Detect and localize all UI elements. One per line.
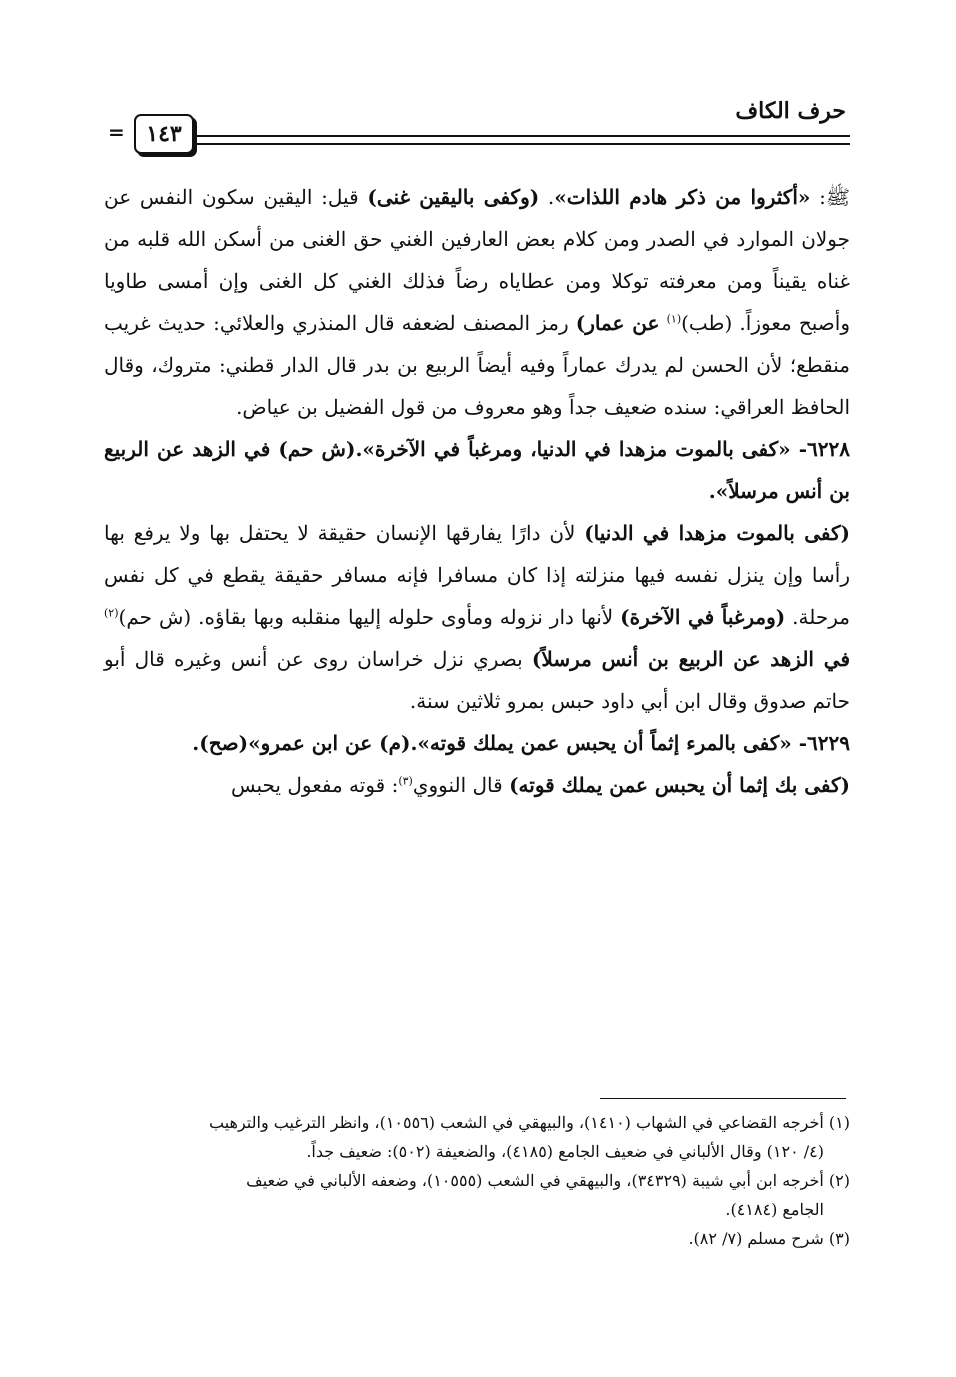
text-run: لأنها دار نزوله ومأوى حلوله إليها منقلبه وبها بقاؤه. (ش حم) xyxy=(118,605,621,629)
header-rule-top xyxy=(195,135,850,137)
text-run-bold: (كفى بالموت مزهدا في الدنيا) xyxy=(584,521,850,545)
text-run: ﷺ: xyxy=(810,185,850,209)
text-run: . xyxy=(539,185,555,209)
text-run-bold: في الزهد عن الربيع بن أنس مرسلاً) xyxy=(531,647,851,671)
hadith-6228: ٦٢٢٨- «كفى بالموت مزهدا في الدنيا، ومرغباً في الآخرة».(ش حم) في الزهد عن الربيع بن أنس مرسلاً». xyxy=(104,437,850,503)
text-run-bold: «أكثروا من ذكر هادم اللذات» xyxy=(554,185,811,209)
paragraph-commentary-1 xyxy=(104,176,850,428)
text-run: : قوته مفعول يحبس xyxy=(230,773,399,797)
footnotes xyxy=(104,1108,850,1253)
text-run: قال النووي xyxy=(412,773,510,797)
footnote-ref-3: (٣) xyxy=(398,774,413,788)
text-run: رمز المصنف لضعفه قال المنذري والعلائي: حديث غريب منقطع؛ لأن الحسن لم يدرك عماراً وفيه أيضاً الربيع بن بدر قال الدار قطني: متروك، وقال الحافظ العراقي: سنده ضعيف جداً وهو معروف من قول الفضيل بن عياض. xyxy=(104,311,850,419)
main-text xyxy=(104,176,850,806)
footnote-3: (٣) شرح مسلم (٧/ ٨٢). xyxy=(688,1229,850,1248)
hadith-6229: ٦٢٢٩- «كفى بالمرء إثماً أن يحبس عمن يملك قوته».(م) عن ابن عمرو»(صح). xyxy=(192,731,850,755)
chapter-title: حرف الكاف xyxy=(735,98,846,124)
text-run-bold: (وكفى باليقين غنى) xyxy=(367,185,540,209)
footnote-1-continued: (٤/ ١٢٠) وقال الألباني في ضعيف الجامع (٤١٨٥)، والضعيفة (٥٠٢): ضعيف جداً. xyxy=(306,1142,824,1161)
text-run-bold: (ومرغباً في الآخرة) xyxy=(620,605,786,629)
text-run-bold: (كفى بك إثما أن يحبس عمن يملك قوته) xyxy=(509,773,850,797)
page-header xyxy=(104,92,850,154)
footnote-2-continued: الجامع (٤١٨٤). xyxy=(725,1200,824,1219)
paragraph-commentary-3 xyxy=(104,764,850,806)
text-run xyxy=(659,311,666,335)
text-run: قيل: اليقين سكون النفس عن جولان الموارد في الصدر ومن كلام بعض العارفين الغني حق الغنى من أسكن الله قلبه من غناه يقيناً ومن معرفته توكلا ومن عطاياه رضاً فذلك الغني كل الغنى وإن أمسى طاويا وأصبح معوزاً. (طب) xyxy=(104,185,850,335)
text-run: لأن دارًا يفارقها الإنسان حقيقة لا يحتفل بها ولا يرفع بها رأسا وإن ينزل نفسه فيها منزلته إذا كان مسافرا فإنه مسافر حقيقة يقطع في كل نفس مرحلة. xyxy=(104,521,850,629)
footnote-separator xyxy=(600,1098,846,1099)
text-run-bold: عن عمار) xyxy=(575,311,660,335)
paragraph-commentary-2 xyxy=(104,512,850,722)
footnote-2: (٢) أخرجه ابن أبي شيبة (٣٤٣٢٩)، والبيهقي في الشعب (١٠٥٥٥)، وضعفه الألباني في ضعيف xyxy=(246,1171,850,1190)
page-number: ١٤٣ xyxy=(134,114,194,154)
footnote-ref-1: (١) xyxy=(666,312,682,326)
header-mark: = xyxy=(108,120,125,144)
header-rule-bottom xyxy=(195,143,850,145)
footnote-1: (١) أخرجه القضاعي في الشهاب (١٤١٠)، والبيهقي في الشعب (١٠٥٥٦)، وانظر الترغيب والترهيب xyxy=(209,1113,850,1132)
text-run: بصري نزل خراسان روى عن أنس وغيره قال أبو حاتم صدوق وقال ابن أبي داود حبس بمرو ثلاثين سنة. xyxy=(104,647,850,713)
footnote-ref-2: (٢) xyxy=(104,606,119,620)
